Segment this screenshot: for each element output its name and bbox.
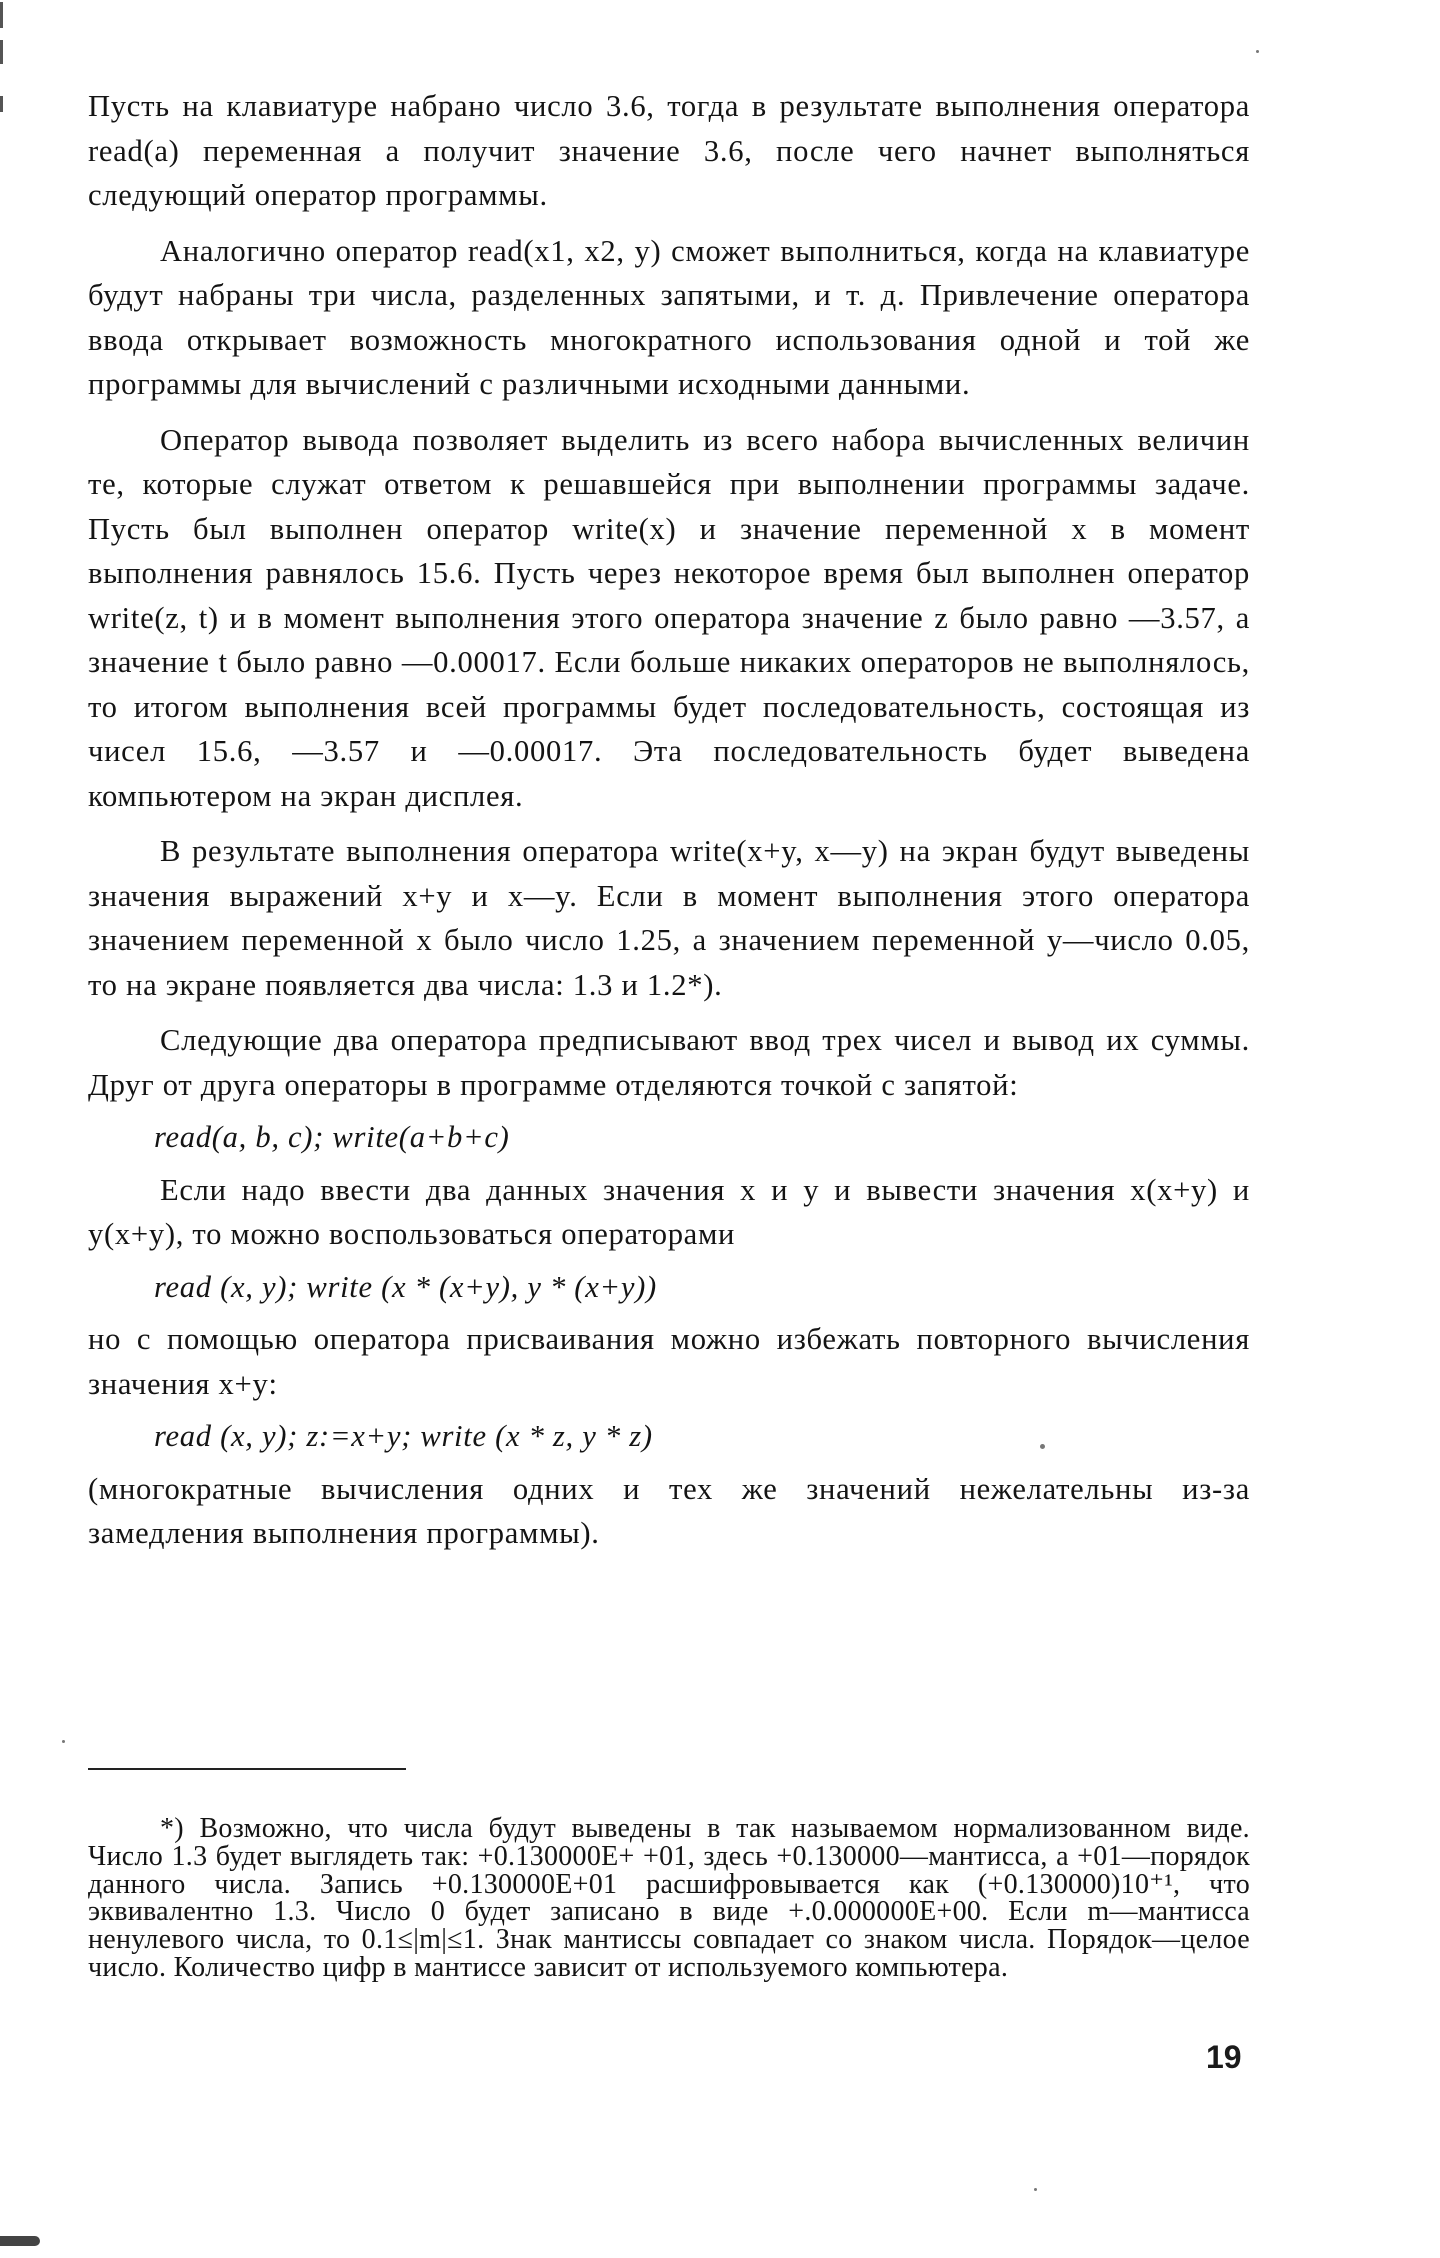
dust-speck (1256, 50, 1259, 53)
scan-edge-mark (0, 2236, 40, 2246)
paragraph-two-values: Если надо ввести два данных значения x и y и вывести значения x(x+y) и y(x+y), то можно воспользоваться операторами (88, 1172, 1250, 1251)
paragraph-output-operator: Оператор вывода позволяет выделить из всего набора вычисленных величин те, которые служат ответом к решавшейся при выполнении программы задаче. Пусть был выполнен оператор write(x) и значение переменной x в момент выполнения равнялось 15.6. Пусть через некоторое время был выполнен оператор write(z, t) и в момент выполнения этого оператора значение z было равно —3.57, а значение t было равно —0.00017. Если больше никаких операторов не выполнялось, то итогом выполнения всей программы будет последовательность, состоящая из чисел 15.6, —3.57 и —0.00017. Эта последовательность будет выведена компьютером на экран дисплея. (88, 422, 1250, 813)
scan-edge-mark (0, 2, 3, 28)
scan-edge-mark (0, 40, 3, 64)
paragraph-sum-operators: Следующие два оператора предписывают ввод трех чисел и вывод их суммы. Друг от друга операторы в программе отделяются точкой с запятой: (88, 1023, 1250, 1102)
footnote-separator (88, 1768, 406, 1770)
paragraph-remark: (многократные вычисления одних и тех же значений нежелательны из-за замедления выполнения программы). (88, 1471, 1250, 1550)
paragraph-read-x1-x2: Аналогично оператор read(x1, x2, y) сможет выполниться, когда на клавиатуре будут набраны три числа, разделенных запятыми, и т. д. Привлечение оператора ввода открывает возможность многократного использования одной и той же программы для вычислений с различными исходными данными. (88, 233, 1250, 401)
dust-speck (62, 1740, 65, 1743)
dust-speck (1034, 2188, 1037, 2191)
page-number: 19 (1206, 2039, 1242, 2075)
scan-edge-mark (0, 96, 3, 112)
main-text (88, 84, 1250, 1567)
paragraph-write-expression: В результате выполнения оператора write(x+y, x—y) на экран будут выведены значения выражений x+y и x—y. Если в момент выполнения этого оператора значением переменной x было число 1.25, а значением переменной y—число 0.05, то на экране появляется два числа: 1.3 и 1.2*). (88, 834, 1250, 1002)
formula-read-assign-write: read (x, y); z:=x+y; write (x * z, y * z) (154, 1419, 653, 1453)
paragraph-read-a: Пусть на клавиатуре набрано число 3.6, тогда в результате выполнения оператора read(a) переменная a получит значение 3.6, после чего начнет выполняться следующий оператор программы. (88, 89, 1250, 212)
footnote: *) Возможно, что числа будут выведены в так называемом нормализованном виде. Число 1.3 будет выглядеть так: +0.130000E+ +01, здесь +0.130000—мантисса, а +01—порядок данного числа. Запись +0.130000E+01 расшифровывается как (+0.130000)10⁺¹, что эквивалентно 1.3. Число 0 будет записано в виде +.0.000000E+00. Если m—мантисса ненулевого числа, то 0.1≤|m|≤1. Знак мантиссы совпадает со знаком числа. Порядок—целое число. Количество цифр в мантиссе зависит от используемого компьютера. (88, 1813, 1250, 1983)
paragraph-assignment: но с помощью оператора присваивания можно избежать повторного вычисления значения x+y: (88, 1322, 1250, 1401)
formula-read-write-sum: read(a, b, c); write(a+b+c) (154, 1120, 510, 1154)
formula-read-write-products: read (x, y); write (x * (x+y), y * (x+y)) (154, 1269, 657, 1304)
